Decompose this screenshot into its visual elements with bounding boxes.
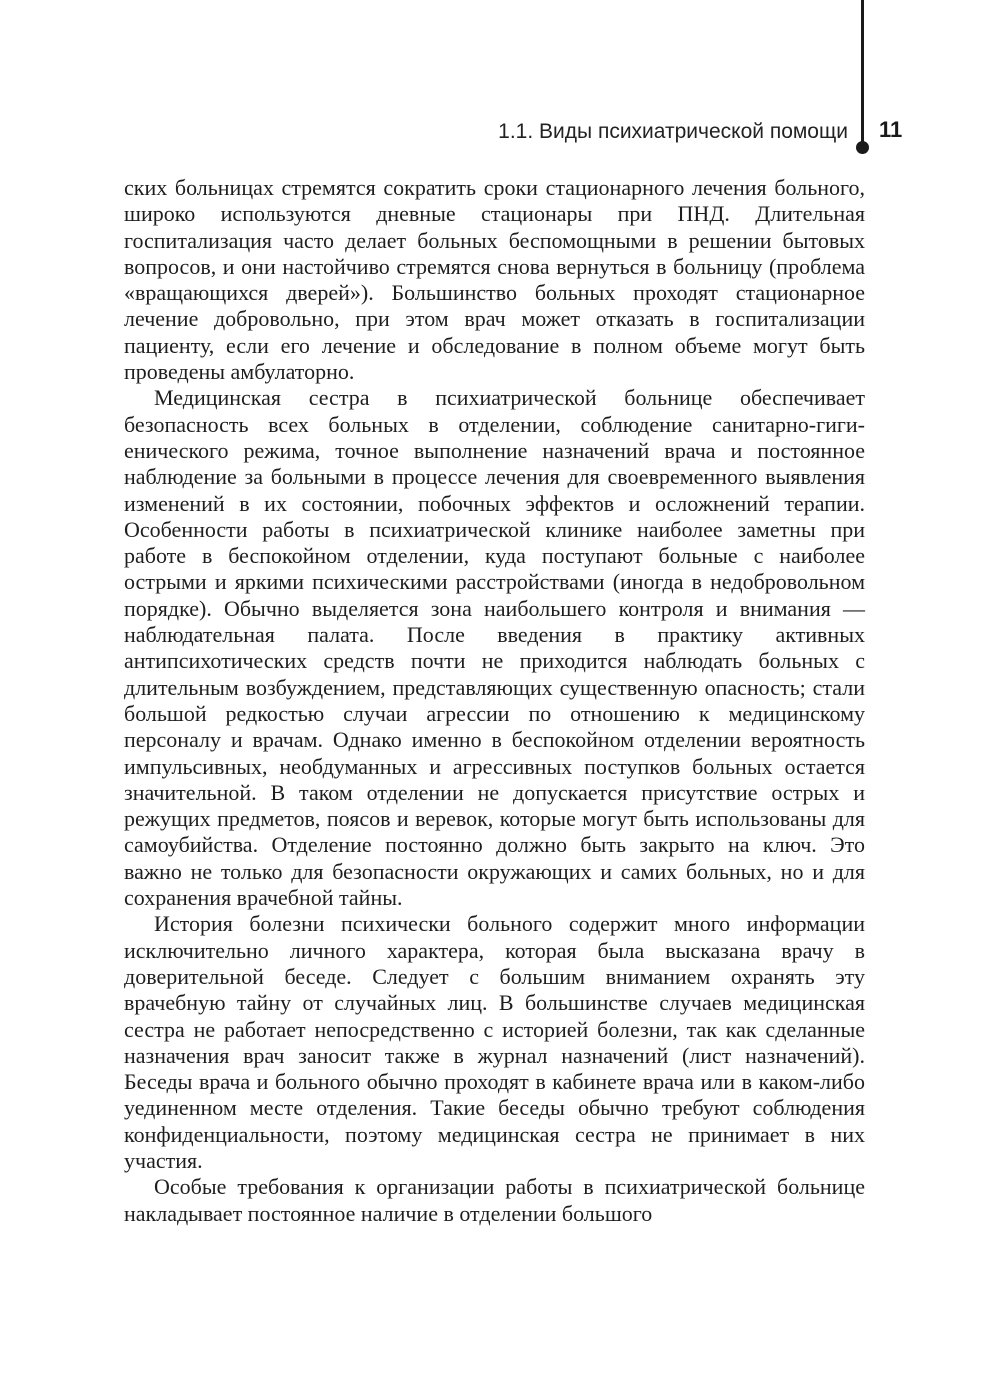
paragraph-nurse-duties: Медицинская сестра в психиатрической больнице обеспечивает безопасность всех больных в отделении, соблюдение санитарно-гигиенического режима, точное выполнение назначений врача и постоянное наблюдение за больными в процессе лечения для своевременного выявления изменений в их состоянии, побочных эффектов и осложнений терапии. Особенности работы в психиатрической клинике наиболее заметны при работе в беспокойном отделении, куда поступают больные с наиболее острыми и яркими психическими расстройствами (иногда в недобровольном порядке). Обычно выделяется зона наибольшего контроля и внимания — наблюдательная палата. После введения в практику активных антипсихотических средств почти не приходится наблюдать больных с длительным возбуждением, представляющих существенную опасность; стали большой редкостью случаи агрессии по отношению к медицинскому персоналу и врачам. Однако именно в беспокойном отделении вероятность импульсивных, необдуманных и агрессивных поступков больных остается значительной. В таком отделении не допускается присутствие острых и режущих предметов, поясов и веревок, которые могут быть использованы для самоубийства. Отделение постоянно должно быть закрыто на ключ. Это важно не только для безопасности окружающих и самих больных, но и для сохранения врачебной тайны. xyxy=(124,385,865,911)
paragraph-medical-history: История болезни психически больного содержит много информации исключительно личного характера, которая была высказана врачу в доверительной беседе. Следует с большим вниманием охранять эту врачебную тайну от случайных лиц. В большинстве случаев медицинская сестра не работает непосредственно с историей болезни, так как сделанные назначения врач заносит также в журнал назначений (лист назначений). Беседы врача и больного обычно проходят в кабинете врача или в каком-либо уединенном месте отделения. Такие беседы обычно требуют соблюдения конфиденциальности, поэтому медицинская сестра не принимает в них участия. xyxy=(124,911,865,1173)
paragraph-special-requirements: Особые требования к организации работы в психиатрической больнице накладывает постоянное наличие в отделении большого xyxy=(124,1174,865,1226)
body-text xyxy=(124,175,865,1227)
header-rule-dot xyxy=(856,141,869,154)
running-header-title: 1.1. Виды психиатрической помощи xyxy=(498,120,848,143)
paragraph-continuation: ских больницах стремятся сократить сроки стационарного лечения больного, широко используются дневные стационары при ПНД. Длительная госпитализация часто делает больных беспомощными в решении бытовых вопросов, и они настойчиво стремятся снова вернуться в больницу (проблема «вращающихся дверей»). Большинство больных проходят стационарное лечение добровольно, при этом врач может отказать в госпитализации пациенту, если его лечение и обследование в полном объеме могут быть проведены амбулаторно. xyxy=(124,175,865,385)
page-number: 11 xyxy=(879,117,903,142)
header-vertical-rule xyxy=(861,0,864,150)
